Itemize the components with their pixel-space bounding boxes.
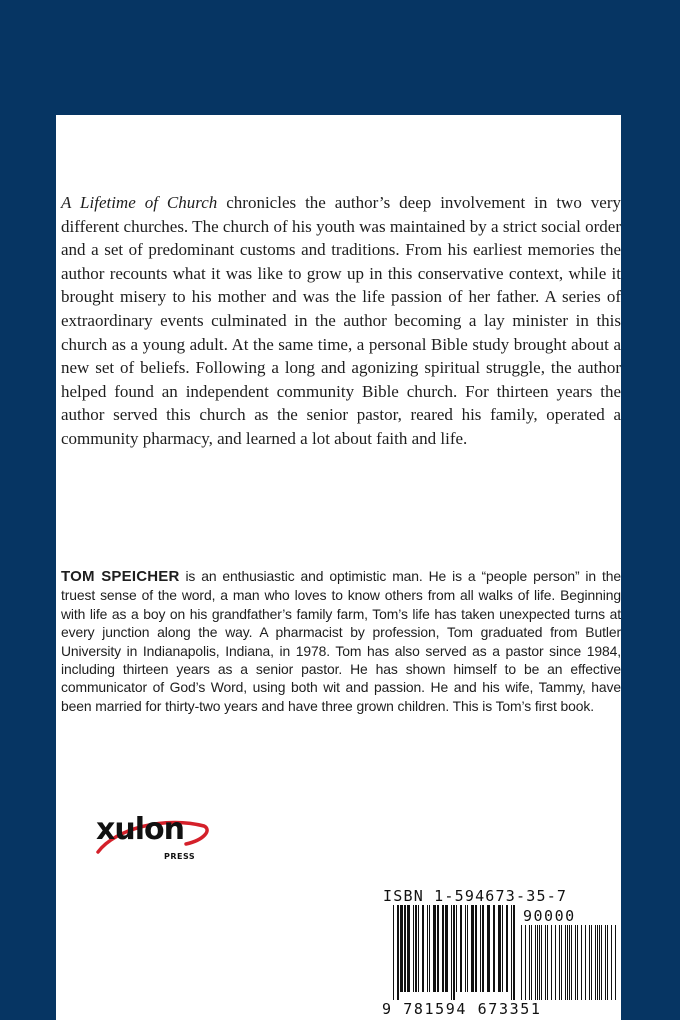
barcode-bar bbox=[467, 905, 468, 992]
barcode-bar bbox=[418, 905, 419, 992]
barcode-bar bbox=[571, 925, 572, 1000]
barcode-bar bbox=[577, 925, 578, 1000]
barcode-bar bbox=[581, 925, 582, 1000]
barcode-bar bbox=[451, 905, 452, 1000]
publisher-press-label: PRESS bbox=[164, 852, 196, 861]
barcode-bar bbox=[513, 905, 515, 1000]
author-name: TOM SPEICHER bbox=[61, 568, 180, 585]
barcode-bar bbox=[559, 925, 560, 1000]
publisher-logo bbox=[96, 810, 216, 865]
author-bio bbox=[61, 567, 621, 715]
barcode-bar bbox=[539, 925, 540, 1000]
barcode-bar bbox=[595, 925, 596, 1000]
barcode-bar bbox=[531, 925, 532, 1000]
barcode-bar bbox=[605, 925, 606, 1000]
addon-barcode bbox=[520, 925, 618, 1000]
barcode-bar bbox=[589, 925, 590, 1000]
barcode-bar bbox=[599, 925, 600, 1000]
barcode-bar bbox=[471, 905, 474, 992]
barcode-bar bbox=[601, 925, 602, 1000]
barcode-bar bbox=[611, 925, 612, 1000]
barcode-bar bbox=[413, 905, 414, 992]
price-code-label: 90000 bbox=[523, 907, 576, 925]
barcode-bar bbox=[427, 905, 428, 992]
barcode-bar bbox=[607, 925, 608, 1000]
barcode-bar bbox=[502, 905, 503, 992]
publisher-wordmark: xulon bbox=[96, 812, 184, 847]
barcode-bar bbox=[460, 905, 462, 992]
barcode-bar bbox=[529, 925, 530, 1000]
barcode-bar bbox=[400, 905, 403, 992]
barcode-bar bbox=[393, 905, 394, 1000]
barcode-bar bbox=[404, 905, 406, 992]
barcode-bar bbox=[498, 905, 501, 992]
barcode-bar bbox=[407, 905, 410, 992]
barcode-bar bbox=[422, 905, 424, 992]
barcode-bar bbox=[545, 925, 546, 1000]
barcode-bar bbox=[597, 925, 598, 1000]
barcode-bar bbox=[465, 905, 466, 992]
ean-barcode bbox=[392, 905, 517, 1000]
barcode-bar bbox=[511, 905, 512, 1000]
barcode-bar bbox=[567, 925, 568, 1000]
barcode-bar bbox=[615, 925, 616, 1000]
barcode-bar bbox=[415, 905, 417, 992]
barcode-bar bbox=[551, 925, 552, 1000]
barcode-bar bbox=[445, 905, 448, 992]
barcode-bar bbox=[537, 925, 538, 1000]
book-title-italic: A Lifetime of Church bbox=[61, 193, 218, 212]
ean-number: 9 781594 673351 bbox=[382, 1000, 542, 1018]
barcode-bar bbox=[561, 925, 562, 1000]
barcode-bar bbox=[565, 925, 566, 1000]
barcode-bar bbox=[475, 905, 477, 992]
barcode-bar bbox=[591, 925, 592, 1000]
barcode-bar bbox=[535, 925, 536, 1000]
barcode-bar bbox=[575, 925, 576, 1000]
barcode-bar bbox=[433, 905, 436, 992]
barcode-bar bbox=[525, 925, 526, 1000]
barcode-bar bbox=[397, 905, 399, 1000]
isbn-label: ISBN 1-594673-35-7 bbox=[383, 887, 568, 905]
bio-text: is an enthusiastic and optimistic man. He is a “people person” in the truest sense of the word, a man who loves to know others from all walks of life. Beginning with life as a boy on his grandfather’s family farm, Tom’s life has taken unexpected turns at every junction along the way. A pharmacist by profession, Tom graduated from Butler University in Indianapolis, Indiana, in 1978. Tom has also served as a pastor since 1984, including thirteen years as a senior pastor. He has shown himself to be an effective communicator of God’s Word, using both wit and passion. He and his wife, Tammy, have been married for thirty-two years and have three grown children. This is Tom’s first book. bbox=[61, 568, 621, 714]
barcode-bar bbox=[569, 925, 570, 1000]
barcode-bar bbox=[487, 905, 490, 992]
book-description bbox=[61, 191, 621, 451]
barcode-bar bbox=[585, 925, 586, 1000]
barcode-bar bbox=[442, 905, 444, 992]
barcode-bar bbox=[482, 905, 484, 992]
barcode-bar bbox=[547, 925, 548, 1000]
barcode-bar bbox=[453, 905, 455, 1000]
barcode-bar bbox=[506, 905, 508, 992]
barcode-bar bbox=[429, 905, 430, 992]
barcode-bar bbox=[541, 925, 542, 1000]
barcode-bar bbox=[493, 905, 495, 992]
barcode-bar bbox=[456, 905, 457, 992]
barcode-bar bbox=[555, 925, 556, 1000]
barcode-bar bbox=[437, 905, 439, 992]
barcode-bar bbox=[480, 905, 481, 992]
description-text: chronicles the author’s deep involvement in two very different churches. The church of his youth was maintained by a strict social order and a set of predominant customs and traditions. From his earliest memories the author recounts what it was like to grow up in this conservative context, while it brought misery to his mother and was the life passion of her father. A series of extraordinary events culminated in the author becoming a lay minister in this church as a young adult. At the same time, a personal Bible study brought about a new set of beliefs. Following a long and agonizing spiritual struggle, the author helped found an independent community Bible church. For thirteen years the author served this church as the senior pastor, reared his family, operated a community pharmacy, and learned a lot about faith and life. bbox=[61, 193, 622, 448]
barcode-bar bbox=[521, 925, 522, 1000]
